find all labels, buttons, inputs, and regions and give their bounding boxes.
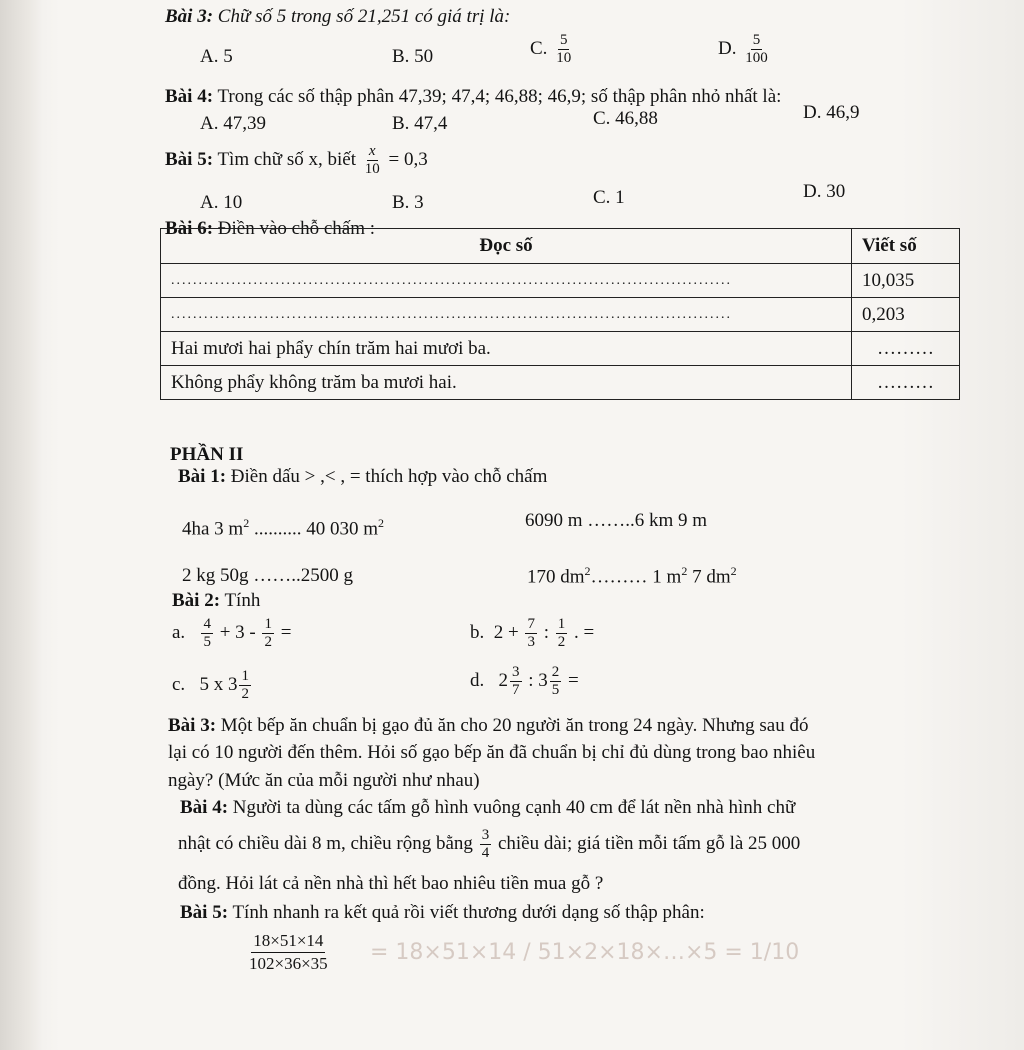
part2-bai4-line: nhật có chiều dài 8 m, chiều rộng bằng $\frac{3}{4}$ chiều dài; giá tiền mỗi tấm gỗ là 25 000 [178, 827, 801, 861]
compare-item: 170 $dm^2\dots\dots\dots$ 1 $m^2$ 7 $dm^2$ [527, 564, 737, 588]
bai6-question: Bài 6: Điền vào chỗ chấm : [165, 218, 376, 239]
bai3-option-c: C. $\frac{5}{10}$ [530, 32, 572, 66]
fraction: $\frac{3}{4}$ [481, 827, 490, 861]
part2-bai2-question: Bài 2: Tính [172, 590, 261, 611]
bai3-option-a: A. 5 [200, 46, 233, 67]
table-cell-write: ……… [852, 332, 960, 366]
bai4-question: Bài 4: Trong các số thập phân 47,39; 47,4; 46,88; 46,9; số thập phân nhỏ nhất là: [165, 86, 782, 107]
bai4-option-a: A. 47,39 [200, 113, 266, 134]
fraction: $\frac{5}{10}$ [556, 32, 572, 66]
compare-item: 6090 m ……..6 km 9 m [525, 510, 708, 531]
fraction: $\frac{1}{2}$ [557, 616, 566, 650]
fraction: $\frac{4}{5}$ [203, 616, 211, 650]
fraction: $\frac{2}{5}$ [551, 664, 560, 698]
bai5-option-a: A. 10 [200, 192, 243, 213]
bai2-expression-b: b. 2 + $\frac{7}{3}$ : $\frac{1}{2}$ . = [470, 616, 595, 650]
table-row [161, 298, 960, 332]
bai2-expression-c: c. 5 x 3 $\frac{1}{2}$ [172, 668, 249, 702]
table-cell-read: ...................................................................................................... [161, 298, 852, 332]
compare-item: 2 kg 50g ……..2500 g [182, 565, 353, 586]
fraction: $\frac{18\times 51\times 14}{102\times 36\times 35}$ [249, 931, 328, 973]
page-binding-shadow [0, 0, 42, 1050]
table-cell-write: ……… [852, 366, 960, 400]
bai2-expression-d: d. 2 $\frac{3}{7}$ : 3 $\frac{2}{5}$ = [470, 664, 579, 698]
bai5-fraction [245, 930, 332, 975]
part2-bai3-line: lại có 10 người đến thêm. Hỏi số gạo bếp ăn đã chuẩn bị chỉ đủ dùng trong bao nhiêu [168, 742, 816, 763]
bai4-option-d: D. 46,9 [803, 102, 860, 123]
section-heading: PHẦN II [170, 444, 244, 465]
number-table [160, 228, 960, 400]
compare-item: 4ha 3 $m^2$ .......... 40 030 $m^2$ [182, 516, 384, 540]
table-cell-read: ...................................................................................................... [161, 264, 852, 298]
bai3-option-b: B. 50 [392, 46, 434, 67]
fraction: $\frac{x}{10}$ [364, 143, 380, 177]
bai5-option-c: C. 1 [593, 187, 625, 208]
bai2-expression-a: a. $\frac{4}{5}$ + 3 - $\frac{1}{2}$ = [172, 616, 292, 650]
bai5-option-d: D. 30 [803, 181, 846, 202]
table-cell-write: 0,203 [852, 298, 960, 332]
table-header-write: Viết số [852, 229, 960, 264]
bai4-option-c: C. 46,88 [593, 108, 658, 129]
bai5-question: Bài 5: Tìm chữ số x, biết $\frac{x}{10}$ = 0,3 [165, 143, 428, 177]
bai3-option-d: D. $\frac{5}{100}$ [718, 32, 768, 66]
handwritten-working: = 18×51×14 / 51×2×18×…×5 = 1/10 [370, 940, 800, 965]
part2-bai3-line: ngày? (Mức ăn của mỗi người như nhau) [168, 770, 480, 791]
bai5-option-b: B. 3 [392, 192, 424, 213]
fraction: $\frac{3}{7}$ [512, 664, 520, 698]
table-row [161, 264, 960, 298]
bai4-option-b: B. 47,4 [392, 113, 448, 134]
fraction: $\frac{1}{2}$ [264, 616, 272, 650]
bai3-question: Bài 3: Chữ số 5 trong số 21,251 có giá trị là: [165, 6, 511, 27]
table-cell-write: 10,035 [852, 264, 960, 298]
part2-bai5-question: Bài 5: Tính nhanh ra kết quả rồi viết thương dưới dạng số thập phân: [180, 902, 705, 923]
part2-bai4-line: Bài 4: Người ta dùng các tấm gỗ hình vuông cạnh 40 cm để lát nền nhà hình chữ [180, 797, 796, 818]
table-cell-read: Hai mươi hai phẩy chín trăm hai mươi ba. [161, 332, 852, 366]
part2-bai3-line: Bài 3: Một bếp ăn chuẩn bị gạo đủ ăn cho 20 người ăn trong 24 ngày. Nhưng sau đó [168, 715, 809, 736]
table-header-read: Đọc số [161, 229, 852, 264]
part2-bai1-question: Bài 1: Điền dấu > ,< , = thích hợp vào chỗ chấm [178, 466, 548, 487]
part2-bai4-line: đồng. Hỏi lát cả nền nhà thì hết bao nhiêu tiền mua gỗ ? [178, 873, 604, 894]
table-header-row [161, 229, 960, 264]
fraction: $\frac{5}{100}$ [745, 32, 768, 66]
table-row [161, 332, 960, 366]
table-cell-read: Không phẩy không trăm ba mươi hai. [161, 366, 852, 400]
table-row [161, 366, 960, 400]
fraction: $\frac{7}{3}$ [527, 616, 535, 650]
fraction: $\frac{1}{2}$ [241, 668, 249, 702]
